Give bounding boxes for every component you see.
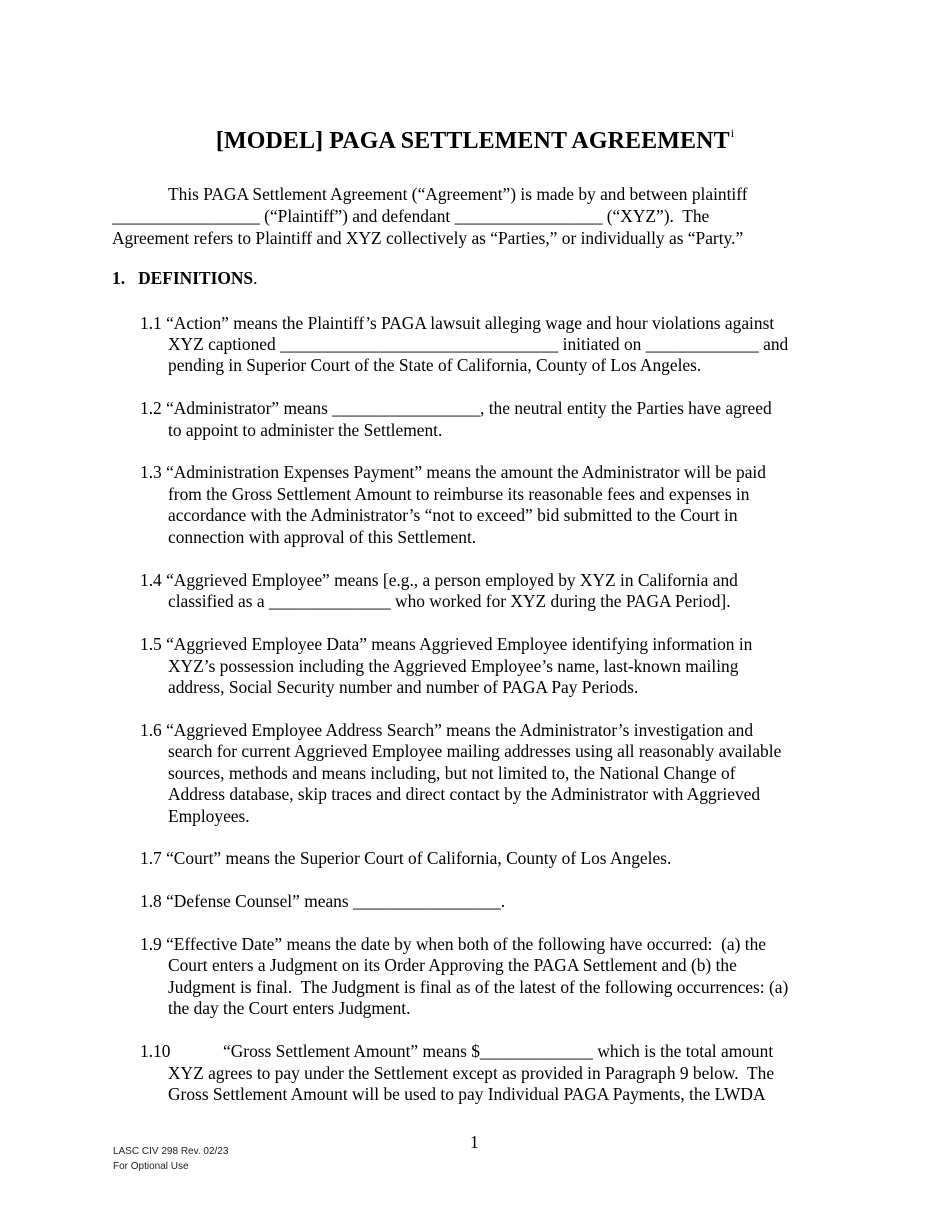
- definition-line: sources, methods and means including, but not limited to, the National Change of: [168, 763, 736, 783]
- definition-line: the day the Court enters Judgment.: [168, 998, 411, 1018]
- section-heading: [112, 268, 257, 289]
- definition-line: 1.9 “Effective Date” means the date by when both of the following have occurred: (a) the: [140, 934, 766, 954]
- section-title: DEFINITIONS: [138, 268, 254, 288]
- definition-line: 1.7 “Court” means the Superior Court of California, County of Los Angeles.: [140, 848, 672, 868]
- definition-line: 1.6 “Aggrieved Employee Address Search” means the Administrator’s investigation and: [140, 720, 754, 740]
- definition-line: 1.2 “Administrator” means _________________, the neutral entity the Parties have agreed: [140, 398, 772, 418]
- definition-line: Address database, skip traces and direct contact by the Administrator with Aggrieved: [168, 784, 761, 804]
- definition-line: XYZ agrees to pay under the Settlement except as provided in Paragraph 9 below. The: [168, 1063, 775, 1083]
- intro-line: This PAGA Settlement Agreement (“Agreement”) is made by and between plaintiff: [168, 184, 748, 204]
- definition-number: 1.10: [140, 1041, 171, 1061]
- definition-line: “Gross Settlement Amount” means $_____________ which is the total amount: [223, 1041, 774, 1061]
- definition-line: search for current Aggrieved Employee mailing addresses using all reasonably available: [168, 741, 782, 761]
- section-heading-punct: .: [253, 268, 258, 288]
- definition-line: classified as a ______________ who worked for XYZ during the PAGA Period].: [168, 591, 731, 611]
- definition-line: accordance with the Administrator’s “not to exceed” bid submitted to the Court in: [168, 505, 738, 525]
- intro-line: _________________ (“Plaintiff”) and defendant _________________ (“XYZ”). The: [112, 206, 710, 226]
- title-text: [MODEL] PAGA SETTLEMENT AGREEMENT: [215, 128, 730, 154]
- definition-line: 1.1 “Action” means the Plaintiff’s PAGA lawsuit alleging wage and hour violations against: [140, 313, 775, 333]
- intro-line: Agreement refers to Plaintiff and XYZ collectively as “Parties,” or individually as “Party.”: [112, 228, 744, 248]
- footer-usage: For Optional Use: [113, 1161, 189, 1172]
- section-number: 1.: [112, 268, 126, 288]
- definition-line: 1.4 “Aggrieved Employee” means [e.g., a person employed by XYZ in California and: [140, 570, 738, 590]
- definition-line: 1.5 “Aggrieved Employee Data” means Aggrieved Employee identifying information in: [140, 634, 753, 654]
- definition-line: from the Gross Settlement Amount to reimburse its reasonable fees and expenses in: [168, 484, 750, 504]
- definition-line: address, Social Security number and number of PAGA Pay Periods.: [168, 677, 639, 697]
- definition-line: to appoint to administer the Settlement.: [168, 420, 443, 440]
- page-number: 1: [470, 1132, 479, 1152]
- footer-form-id: LASC CIV 298 Rev. 02/23: [113, 1146, 229, 1157]
- definition-line: 1.8 “Defense Counsel” means _________________.: [140, 891, 506, 911]
- definition-line: Judgment is final. The Judgment is final as of the latest of the following occurrences: (a): [168, 977, 789, 997]
- definition-line: Gross Settlement Amount will be used to pay Individual PAGA Payments, the LWDA: [168, 1084, 766, 1104]
- definition-line: pending in Superior Court of the State of California, County of Los Angeles.: [168, 355, 702, 375]
- definition-line: Employees.: [168, 806, 250, 826]
- definition-line: 1.3 “Administration Expenses Payment” means the amount the Administrator will be paid: [140, 462, 766, 482]
- definition-line: XYZ’s possession including the Aggrieved Employee’s name, last-known mailing: [168, 656, 739, 676]
- title-endnote-marker: i: [730, 126, 735, 140]
- definition-line: connection with approval of this Settlement.: [168, 527, 477, 547]
- definition-line: Court enters a Judgment on its Order Approving the PAGA Settlement and (b) the: [168, 955, 737, 975]
- document-title: [0, 128, 950, 155]
- definition-line: XYZ captioned ________________________________ initiated on _____________ and: [168, 334, 789, 354]
